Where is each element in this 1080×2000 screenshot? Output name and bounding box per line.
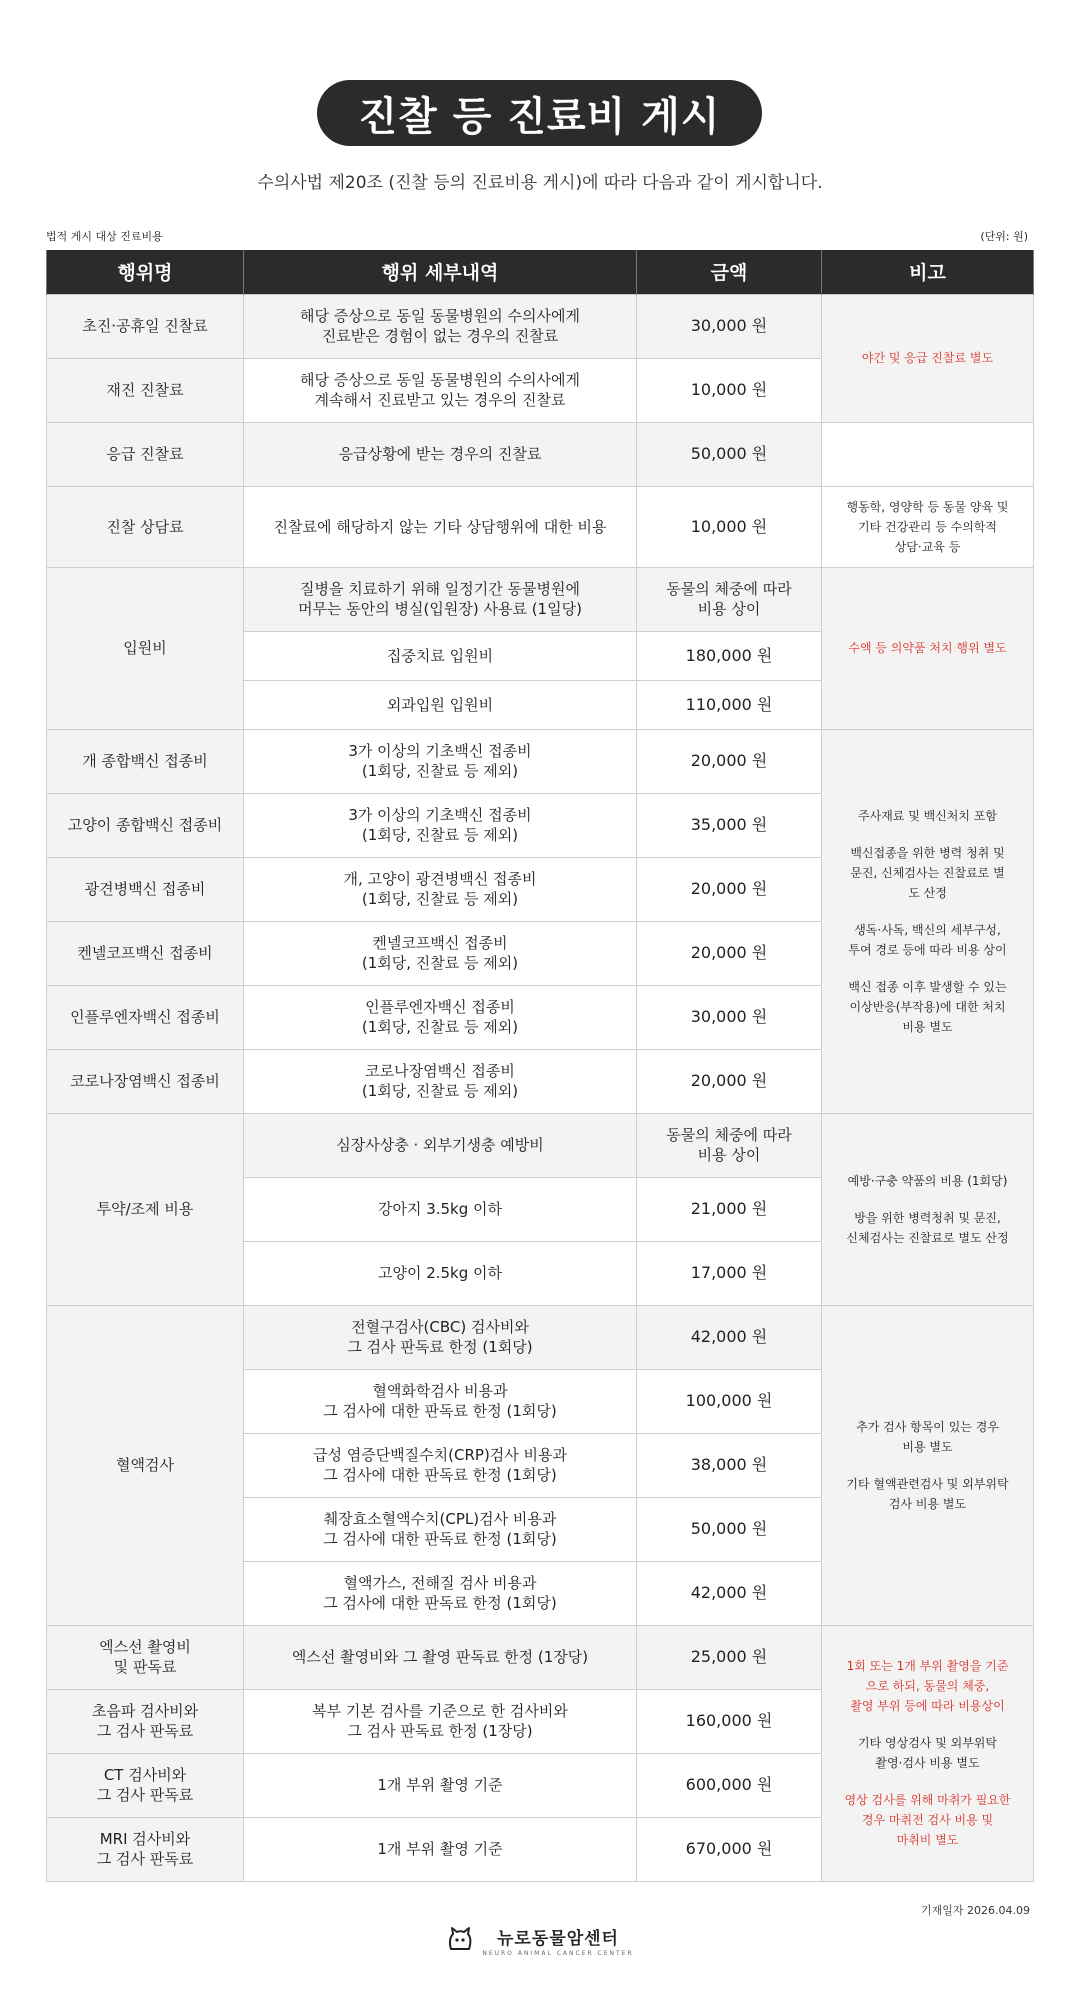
row-note bbox=[822, 1305, 1034, 1625]
note-text: 백신 접종 이후 발생할 수 있는 이상반응(부작용)에 대한 처치 비용 별도 bbox=[848, 979, 1007, 1034]
table-row bbox=[47, 729, 1034, 793]
note-text: 기타 혈액관련검사 및 외부위탁 검사 비용 별도 bbox=[846, 1476, 1009, 1511]
row-detail: 진찰료에 해당하지 않는 기타 상담행위에 대한 비용 bbox=[244, 486, 637, 567]
row-name: MRI 검사비와 그 검사 판독료 bbox=[47, 1817, 244, 1881]
note-text: 1회 또는 1개 부위 촬영을 기준 으로 하되, 동물의 체중, 촬영 부위 등에 따라 비용상이 bbox=[846, 1659, 1009, 1713]
row-amount: 20,000 원 bbox=[637, 729, 822, 793]
row-note bbox=[822, 1113, 1034, 1305]
row-amount: 20,000 원 bbox=[637, 921, 822, 985]
row-amount: 21,000 원 bbox=[637, 1177, 822, 1241]
row-amount: 110,000 원 bbox=[637, 680, 822, 729]
row-detail: 켄넬코프백신 접종비 (1회당, 진찰료 등 제외) bbox=[244, 921, 637, 985]
note-text: 백신접종을 위한 병력 청취 및 문진, 신체검사는 진찰료로 별 도 산정 bbox=[850, 845, 1005, 900]
row-detail: 집중치료 입원비 bbox=[244, 631, 637, 680]
row-name: 투약/조제 비용 bbox=[47, 1113, 244, 1305]
header-note: 비고 bbox=[822, 250, 1034, 294]
row-name: 개 종합백신 접종비 bbox=[47, 729, 244, 793]
row-name: 응급 진찰료 bbox=[47, 422, 244, 486]
row-amount: 20,000 원 bbox=[637, 1049, 822, 1113]
posting-date: 기재일자 2026.04.09 bbox=[921, 1904, 1030, 1917]
page-title: 진찰 등 진료비 게시 bbox=[317, 80, 762, 146]
row-note bbox=[822, 1625, 1034, 1881]
row-detail: 응급상황에 받는 경우의 진찰료 bbox=[244, 422, 637, 486]
row-name: CT 검사비와 그 검사 판독료 bbox=[47, 1753, 244, 1817]
table-row bbox=[47, 567, 1034, 631]
row-amount: 42,000 원 bbox=[637, 1561, 822, 1625]
row-name: 인플루엔자백신 접종비 bbox=[47, 985, 244, 1049]
header-detail: 행위 세부내역 bbox=[244, 250, 637, 294]
table-row bbox=[47, 1305, 1034, 1369]
row-amount: 160,000 원 bbox=[637, 1689, 822, 1753]
row-amount: 동물의 체중에 따라 비용 상이 bbox=[637, 567, 822, 631]
header-item-name: 행위명 bbox=[47, 250, 244, 294]
row-detail: 혈액가스, 전해질 검사 비용과 그 검사에 대한 판독료 한정 (1회당) bbox=[244, 1561, 637, 1625]
row-name: 입원비 bbox=[47, 567, 244, 729]
row-detail: 해당 증상으로 동일 동물병원의 수의사에게 계속해서 진료받고 있는 경우의 진찰료 bbox=[244, 358, 637, 422]
row-name: 초진·공휴일 진찰료 bbox=[47, 294, 244, 358]
row-note bbox=[822, 422, 1034, 486]
row-amount: 20,000 원 bbox=[637, 857, 822, 921]
row-detail: 질병을 치료하기 위해 일정기간 동물병원에 머무는 동안의 병실(입원장) 사용료 (1일당) bbox=[244, 567, 637, 631]
row-name: 고양이 종합백신 접종비 bbox=[47, 793, 244, 857]
row-name: 진찰 상담료 bbox=[47, 486, 244, 567]
row-note bbox=[822, 729, 1034, 1113]
unit-label: (단위: 원) bbox=[980, 230, 1028, 243]
table-header-row bbox=[47, 250, 1034, 294]
row-amount: 30,000 원 bbox=[637, 985, 822, 1049]
row-detail: 3가 이상의 기초백신 접종비 (1회당, 진찰료 등 제외) bbox=[244, 793, 637, 857]
row-detail: 전혈구검사(CBC) 검사비와 그 검사 판독료 한정 (1회당) bbox=[244, 1305, 637, 1369]
note-text: 예방·구충 약품의 비용 (1회당) bbox=[847, 1173, 1008, 1188]
note-text: 야간 및 응급 진찰료 별도 bbox=[861, 351, 994, 365]
row-name: 혈액검사 bbox=[47, 1305, 244, 1625]
row-detail: 췌장효소혈액수치(CPL)검사 비용과 그 검사에 대한 판독료 한정 (1회당) bbox=[244, 1497, 637, 1561]
row-amount: 100,000 원 bbox=[637, 1369, 822, 1433]
note-text: 주사재료 및 백신처치 포함 bbox=[858, 808, 997, 823]
table-row bbox=[47, 1113, 1034, 1177]
row-name: 초음파 검사비와 그 검사 판독료 bbox=[47, 1689, 244, 1753]
row-detail: 1개 부위 촬영 기준 bbox=[244, 1753, 637, 1817]
fee-table bbox=[46, 250, 1034, 1882]
row-detail: 1개 부위 촬영 기준 bbox=[244, 1817, 637, 1881]
table-caption: 법적 게시 대상 진료비용 bbox=[46, 230, 163, 243]
row-detail: 개, 고양이 광견병백신 접종비 (1회당, 진찰료 등 제외) bbox=[244, 857, 637, 921]
row-note bbox=[822, 294, 1034, 422]
brand-footer bbox=[0, 1924, 1080, 1957]
note-text: 생독·사독, 백신의 세부구성, 투여 경로 등에 따라 비용 상이 bbox=[848, 922, 1007, 957]
row-detail: 강아지 3.5kg 이하 bbox=[244, 1177, 637, 1241]
row-detail: 3가 이상의 기초백신 접종비 (1회당, 진찰료 등 제외) bbox=[244, 729, 637, 793]
row-amount: 670,000 원 bbox=[637, 1817, 822, 1881]
page-subtitle: 수의사법 제20조 (진찰 등의 진료비용 게시)에 따라 다음과 같이 게시합니다. bbox=[257, 173, 823, 193]
note-text: 추가 검사 항목이 있는 경우 비용 별도 bbox=[856, 1419, 999, 1454]
row-amount: 30,000 원 bbox=[637, 294, 822, 358]
row-name: 광견병백신 접종비 bbox=[47, 857, 244, 921]
row-name: 엑스선 촬영비 및 판독료 bbox=[47, 1625, 244, 1689]
row-name: 코로나장염백신 접종비 bbox=[47, 1049, 244, 1113]
row-amount: 50,000 원 bbox=[637, 1497, 822, 1561]
note-text: 기타 영상검사 및 외부위탁 촬영·검사 비용 별도 bbox=[858, 1736, 997, 1770]
note-text: 영상 검사를 위해 마취가 필요한 경우 마취전 검사 비용 및 마취비 별도 bbox=[844, 1793, 1011, 1847]
row-amount: 동물의 체중에 따라 비용 상이 bbox=[637, 1113, 822, 1177]
row-amount: 25,000 원 bbox=[637, 1625, 822, 1689]
row-amount: 35,000 원 bbox=[637, 793, 822, 857]
table-row bbox=[47, 486, 1034, 567]
row-amount: 10,000 원 bbox=[637, 486, 822, 567]
cat-logo-icon bbox=[446, 1925, 474, 1957]
row-detail: 심장사상충 · 외부기생충 예방비 bbox=[244, 1113, 637, 1177]
row-amount: 17,000 원 bbox=[637, 1241, 822, 1305]
row-amount: 600,000 원 bbox=[637, 1753, 822, 1817]
brand-name: 뉴로동물암센터 bbox=[497, 1929, 619, 1949]
row-amount: 180,000 원 bbox=[637, 631, 822, 680]
table-row bbox=[47, 294, 1034, 358]
row-detail: 고양이 2.5kg 이하 bbox=[244, 1241, 637, 1305]
row-detail: 혈액화학검사 비용과 그 검사에 대한 판독료 한정 (1회당) bbox=[244, 1369, 637, 1433]
table-row bbox=[47, 1625, 1034, 1689]
row-detail: 해당 증상으로 동일 동물병원의 수의사에게 진료받은 경험이 없는 경우의 진찰료 bbox=[244, 294, 637, 358]
row-amount: 38,000 원 bbox=[637, 1433, 822, 1497]
row-detail: 코로나장염백신 접종비 (1회당, 진찰료 등 제외) bbox=[244, 1049, 637, 1113]
row-note: 행동학, 영양학 등 동물 양육 및 기타 건강관리 등 수의학적 상담·교육 등 bbox=[822, 486, 1034, 567]
row-amount: 50,000 원 bbox=[637, 422, 822, 486]
row-name: 켄넬코프백신 접종비 bbox=[47, 921, 244, 985]
note-text: 수액 등 의약품 처치 행위 별도 bbox=[848, 641, 1007, 655]
header-amount: 금액 bbox=[637, 250, 822, 294]
row-detail: 복부 기본 검사를 기준으로 한 검사비와 그 검사 판독료 한정 (1장당) bbox=[244, 1689, 637, 1753]
row-detail: 엑스선 촬영비와 그 촬영 판독료 한정 (1장당) bbox=[244, 1625, 637, 1689]
row-amount: 42,000 원 bbox=[637, 1305, 822, 1369]
row-amount: 10,000 원 bbox=[637, 358, 822, 422]
row-detail: 인플루엔자백신 접종비 (1회당, 진찰료 등 제외) bbox=[244, 985, 637, 1049]
table-row bbox=[47, 422, 1034, 486]
row-name: 재진 진찰료 bbox=[47, 358, 244, 422]
row-note bbox=[822, 567, 1034, 729]
row-detail: 외과입원 입원비 bbox=[244, 680, 637, 729]
note-text: 방을 위한 병력청취 및 문진, 신체검사는 진찰료로 별도 산정 bbox=[846, 1210, 1009, 1245]
row-detail: 급성 염증단백질수치(CRP)검사 비용과 그 검사에 대한 판독료 한정 (1회당) bbox=[244, 1433, 637, 1497]
brand-subtitle: NEURO ANIMAL CANCER CENTER bbox=[482, 1950, 634, 1957]
